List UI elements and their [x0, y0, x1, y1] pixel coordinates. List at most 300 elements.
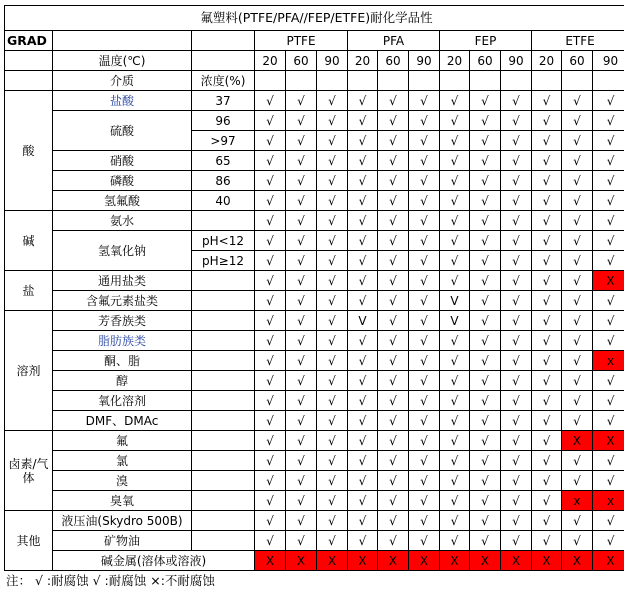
medium-cell: 氢氧化钠 [53, 231, 192, 271]
resistance-mark: √ [470, 131, 501, 151]
resistance-mark: √ [348, 171, 378, 191]
resistance-mark: √ [317, 211, 348, 231]
resistance-mark: √ [532, 531, 562, 551]
resistance-mark: √ [409, 211, 440, 231]
resistance-mark: √ [470, 451, 501, 471]
resistance-mark: √ [255, 171, 286, 191]
table-row [5, 111, 624, 131]
resistance-mark: √ [593, 471, 624, 491]
resistance-mark: √ [255, 331, 286, 351]
resistance-mark: √ [286, 111, 317, 131]
resistance-mark: √ [470, 491, 501, 511]
resistance-mark: √ [501, 171, 532, 191]
resistance-mark: √ [470, 531, 501, 551]
resistance-mark: √ [470, 251, 501, 271]
resistance-mark: V [440, 291, 470, 311]
resistance-mark: √ [286, 231, 317, 251]
resistance-mark: √ [562, 111, 593, 131]
header-blank [317, 71, 348, 91]
resistance-mark: √ [501, 91, 532, 111]
resistance-mark: √ [409, 391, 440, 411]
resistance-mark: √ [255, 471, 286, 491]
medium-cell: 矿物油 [53, 531, 192, 551]
resistance-mark: √ [348, 451, 378, 471]
resistance-mark: √ [255, 511, 286, 531]
resistance-mark: √ [593, 451, 624, 471]
resistance-mark: √ [501, 411, 532, 431]
resistance-mark: √ [532, 131, 562, 151]
temp-60: 60 [470, 51, 501, 71]
temp-60: 60 [378, 51, 409, 71]
resistance-mark: √ [409, 291, 440, 311]
resistance-mark: √ [255, 231, 286, 251]
resistance-mark: √ [286, 471, 317, 491]
material-header-row [5, 31, 624, 51]
concentration-cell: 40 [192, 191, 255, 211]
resistance-mark: √ [409, 331, 440, 351]
medium-header-row [5, 71, 624, 91]
resistance-mark: √ [317, 231, 348, 251]
resistance-mark: √ [470, 91, 501, 111]
resistance-mark: √ [378, 451, 409, 471]
resistance-mark: √ [409, 171, 440, 191]
resistance-mark: √ [286, 351, 317, 371]
resistance-mark: X [470, 551, 501, 571]
table-row [5, 491, 624, 511]
header-blank [593, 71, 624, 91]
resistance-mark: √ [317, 171, 348, 191]
category-cell: 盐 [5, 271, 53, 311]
resistance-mark: √ [378, 111, 409, 131]
resistance-mark: √ [470, 431, 501, 451]
concentration-cell: pH<12 [192, 231, 255, 251]
chemical-resistance-table [4, 5, 624, 571]
resistance-mark: √ [562, 131, 593, 151]
category-cell: 酸 [5, 91, 53, 211]
table-row [5, 331, 624, 351]
table-row [5, 191, 624, 211]
medium-cell: 碱金属(溶体或溶液) [53, 551, 255, 571]
resistance-mark: √ [317, 351, 348, 371]
resistance-mark: √ [286, 271, 317, 291]
resistance-mark: √ [470, 271, 501, 291]
resistance-mark: √ [378, 131, 409, 151]
resistance-mark: √ [532, 211, 562, 231]
resistance-mark: √ [348, 531, 378, 551]
concentration-cell [192, 371, 255, 391]
resistance-mark: √ [470, 371, 501, 391]
table-row [5, 171, 624, 191]
resistance-mark: √ [440, 511, 470, 531]
resistance-mark: √ [409, 91, 440, 111]
resistance-mark: √ [255, 371, 286, 391]
concentration-cell [192, 351, 255, 371]
table-row [5, 431, 624, 451]
medium-cell: DMF、DMAc [53, 411, 192, 431]
resistance-mark: √ [317, 531, 348, 551]
resistance-mark: √ [501, 291, 532, 311]
table-row [5, 291, 624, 311]
table-body [5, 6, 624, 571]
resistance-mark: √ [501, 191, 532, 211]
concentration-cell [192, 491, 255, 511]
resistance-mark: √ [255, 451, 286, 471]
resistance-mark: √ [409, 531, 440, 551]
concentration-cell: pH≥12 [192, 251, 255, 271]
resistance-mark: √ [317, 131, 348, 151]
resistance-mark: √ [470, 391, 501, 411]
resistance-mark: √ [317, 471, 348, 491]
resistance-mark: √ [378, 491, 409, 511]
resistance-mark: √ [470, 291, 501, 311]
resistance-mark: √ [501, 491, 532, 511]
resistance-mark: √ [317, 91, 348, 111]
resistance-mark: √ [501, 511, 532, 531]
note-table [4, 571, 618, 591]
resistance-mark: X [562, 431, 593, 451]
resistance-mark: √ [501, 451, 532, 471]
material-header-etfe: ETFE [532, 31, 624, 51]
resistance-mark: √ [317, 111, 348, 131]
resistance-mark: √ [470, 191, 501, 211]
resistance-mark: √ [286, 191, 317, 211]
resistance-mark: √ [470, 231, 501, 251]
resistance-mark: √ [409, 351, 440, 371]
resistance-mark: √ [440, 331, 470, 351]
resistance-mark: √ [255, 131, 286, 151]
resistance-mark: X [532, 551, 562, 571]
resistance-mark: √ [378, 311, 409, 331]
header-blank [470, 71, 501, 91]
resistance-mark: √ [532, 191, 562, 211]
resistance-mark: √ [562, 411, 593, 431]
medium-cell: 氯 [53, 451, 192, 471]
resistance-mark: √ [378, 331, 409, 351]
medium-cell: 含氟元素盐类 [53, 291, 192, 311]
table-row [5, 231, 624, 251]
resistance-mark: X [593, 271, 624, 291]
header-blank [440, 71, 470, 91]
resistance-mark: √ [255, 411, 286, 431]
resistance-mark: √ [317, 151, 348, 171]
resistance-mark: √ [255, 431, 286, 451]
medium-cell: 硝酸 [53, 151, 192, 171]
resistance-mark: √ [348, 431, 378, 451]
concentration-cell [192, 411, 255, 431]
concentration-cell [192, 511, 255, 531]
resistance-mark: √ [532, 271, 562, 291]
resistance-mark: √ [378, 91, 409, 111]
resistance-mark: √ [409, 371, 440, 391]
resistance-mark: √ [440, 271, 470, 291]
resistance-mark: √ [501, 231, 532, 251]
resistance-mark: √ [317, 291, 348, 311]
concentration-cell: >97 [192, 131, 255, 151]
concentration-cell [192, 431, 255, 451]
resistance-mark: √ [532, 451, 562, 471]
temp-90: 90 [593, 51, 624, 71]
concentration-cell [192, 391, 255, 411]
resistance-mark: √ [409, 251, 440, 271]
resistance-mark: √ [286, 411, 317, 431]
resistance-mark: x [593, 351, 624, 371]
resistance-mark: √ [378, 411, 409, 431]
resistance-mark: √ [440, 231, 470, 251]
resistance-mark: √ [348, 471, 378, 491]
table-row [5, 351, 624, 371]
resistance-mark: √ [255, 91, 286, 111]
resistance-mark: √ [593, 191, 624, 211]
resistance-mark: √ [440, 211, 470, 231]
resistance-mark: √ [562, 351, 593, 371]
resistance-mark: √ [409, 311, 440, 331]
material-header-ptfe: PTFE [255, 31, 348, 51]
temperature-label: 温度(℃) [53, 51, 192, 71]
resistance-mark: √ [470, 171, 501, 191]
resistance-mark: √ [501, 351, 532, 371]
medium-cell: 芳香族类 [53, 311, 192, 331]
resistance-mark: √ [286, 431, 317, 451]
concentration-cell: 96 [192, 111, 255, 131]
resistance-mark: X [409, 551, 440, 571]
resistance-mark: √ [378, 511, 409, 531]
resistance-mark: X [348, 551, 378, 571]
resistance-mark: √ [593, 391, 624, 411]
resistance-mark: X [501, 551, 532, 571]
temp-20: 20 [440, 51, 470, 71]
material-header-fep: FEP [440, 31, 532, 51]
table-row [5, 391, 624, 411]
header-blank [501, 71, 532, 91]
resistance-mark: √ [562, 471, 593, 491]
resistance-mark: √ [593, 411, 624, 431]
resistance-mark: X [440, 551, 470, 571]
temp-90: 90 [409, 51, 440, 71]
resistance-mark: √ [562, 331, 593, 351]
resistance-mark: √ [378, 171, 409, 191]
resistance-mark: x [593, 491, 624, 511]
resistance-mark: √ [286, 251, 317, 271]
legend-note: 注： √ :耐腐蚀 √ :耐腐蚀 ×:不耐腐蚀 [4, 571, 618, 591]
resistance-mark: √ [562, 391, 593, 411]
resistance-mark: √ [348, 391, 378, 411]
resistance-mark: √ [409, 111, 440, 131]
chemical-resistance-table-container [4, 5, 618, 591]
resistance-mark: √ [593, 231, 624, 251]
resistance-mark: √ [532, 291, 562, 311]
resistance-mark: √ [409, 191, 440, 211]
category-cell: 卤素/气体 [5, 431, 53, 511]
resistance-mark: √ [255, 111, 286, 131]
header-blank [409, 71, 440, 91]
medium-cell: 磷酸 [53, 171, 192, 191]
resistance-mark: √ [348, 331, 378, 351]
table-row [5, 411, 624, 431]
table-row [5, 91, 624, 111]
resistance-mark: √ [409, 411, 440, 431]
resistance-mark: √ [286, 491, 317, 511]
resistance-mark: √ [409, 451, 440, 471]
resistance-mark: √ [286, 511, 317, 531]
header-blank [255, 71, 286, 91]
resistance-mark: √ [348, 191, 378, 211]
resistance-mark: √ [286, 531, 317, 551]
resistance-mark: √ [255, 311, 286, 331]
resistance-mark: √ [286, 91, 317, 111]
resistance-mark: √ [348, 131, 378, 151]
resistance-mark: √ [593, 511, 624, 531]
resistance-mark: √ [440, 191, 470, 211]
temp-90: 90 [317, 51, 348, 71]
resistance-mark: √ [348, 231, 378, 251]
resistance-mark: √ [562, 511, 593, 531]
resistance-mark: √ [255, 191, 286, 211]
resistance-mark: √ [532, 411, 562, 431]
resistance-mark: √ [562, 231, 593, 251]
resistance-mark: x [562, 491, 593, 511]
header-blank [286, 71, 317, 91]
header-blank [348, 71, 378, 91]
header-blank [192, 51, 255, 71]
resistance-mark: √ [562, 271, 593, 291]
resistance-mark: √ [562, 311, 593, 331]
resistance-mark: √ [532, 231, 562, 251]
resistance-mark: √ [286, 451, 317, 471]
resistance-mark: √ [501, 431, 532, 451]
resistance-mark: √ [532, 431, 562, 451]
resistance-mark: √ [317, 311, 348, 331]
resistance-mark: √ [440, 491, 470, 511]
header-blank [532, 71, 562, 91]
table-row [5, 471, 624, 491]
resistance-mark: √ [286, 151, 317, 171]
resistance-mark: √ [593, 371, 624, 391]
resistance-mark: √ [378, 251, 409, 271]
resistance-mark: √ [501, 111, 532, 131]
resistance-mark: √ [532, 91, 562, 111]
resistance-mark: √ [593, 111, 624, 131]
resistance-mark: V [348, 311, 378, 331]
resistance-mark: X [255, 551, 286, 571]
resistance-mark: √ [440, 531, 470, 551]
resistance-mark: √ [440, 111, 470, 131]
table-row [5, 511, 624, 531]
resistance-mark: √ [317, 411, 348, 431]
resistance-mark: √ [286, 331, 317, 351]
medium-cell: 氧化溶剂 [53, 391, 192, 411]
resistance-mark: √ [378, 471, 409, 491]
resistance-mark: √ [501, 131, 532, 151]
resistance-mark: √ [378, 151, 409, 171]
grad-label: GRAD [5, 31, 53, 51]
resistance-mark: √ [470, 351, 501, 371]
resistance-mark: √ [440, 411, 470, 431]
resistance-mark: √ [317, 371, 348, 391]
resistance-mark: √ [593, 291, 624, 311]
resistance-mark: √ [255, 391, 286, 411]
resistance-mark: √ [348, 491, 378, 511]
resistance-mark: √ [286, 291, 317, 311]
resistance-mark: √ [348, 151, 378, 171]
resistance-mark: V [440, 311, 470, 331]
resistance-mark: √ [317, 271, 348, 291]
table-row [5, 531, 624, 551]
category-cell: 碱 [5, 211, 53, 271]
resistance-mark: √ [440, 431, 470, 451]
resistance-mark: √ [286, 211, 317, 231]
resistance-mark: √ [378, 291, 409, 311]
resistance-mark: √ [409, 491, 440, 511]
resistance-mark: √ [348, 91, 378, 111]
medium-cell: 脂肪族类 [53, 331, 192, 351]
medium-cell: 醇 [53, 371, 192, 391]
table-row [5, 151, 624, 171]
resistance-mark: √ [501, 371, 532, 391]
resistance-mark: √ [255, 151, 286, 171]
resistance-mark: √ [532, 471, 562, 491]
resistance-mark: √ [470, 151, 501, 171]
resistance-mark: √ [378, 191, 409, 211]
resistance-mark: √ [501, 531, 532, 551]
resistance-mark: √ [317, 451, 348, 471]
medium-cell: 通用盐类 [53, 271, 192, 291]
resistance-mark: √ [255, 291, 286, 311]
concentration-cell: 65 [192, 151, 255, 171]
resistance-mark: √ [440, 471, 470, 491]
temp-20: 20 [255, 51, 286, 71]
resistance-mark: √ [470, 311, 501, 331]
resistance-mark: √ [348, 371, 378, 391]
resistance-mark: √ [501, 311, 532, 331]
medium-cell: 氨水 [53, 211, 192, 231]
temp-60: 60 [286, 51, 317, 71]
table-row [5, 271, 624, 291]
concentration-cell: 37 [192, 91, 255, 111]
resistance-mark: √ [440, 91, 470, 111]
resistance-mark: X [378, 551, 409, 571]
resistance-mark: √ [470, 331, 501, 351]
resistance-mark: √ [317, 331, 348, 351]
resistance-mark: √ [378, 231, 409, 251]
table-title: 氟塑料(PTFE/PFA//FEP/ETFE)耐化学品性 [5, 6, 624, 31]
resistance-mark: √ [409, 231, 440, 251]
resistance-mark: √ [562, 291, 593, 311]
resistance-mark: √ [532, 151, 562, 171]
resistance-mark: √ [593, 331, 624, 351]
resistance-mark: √ [317, 491, 348, 511]
resistance-mark: √ [532, 371, 562, 391]
header-blank [5, 71, 53, 91]
header-blank [378, 71, 409, 91]
material-header-pfa: PFA [348, 31, 440, 51]
resistance-mark: √ [255, 271, 286, 291]
resistance-mark: √ [532, 391, 562, 411]
resistance-mark: √ [348, 411, 378, 431]
temp-20: 20 [532, 51, 562, 71]
resistance-mark: √ [501, 211, 532, 231]
resistance-mark: √ [378, 351, 409, 371]
resistance-mark: √ [562, 91, 593, 111]
resistance-mark: √ [378, 531, 409, 551]
resistance-mark: √ [409, 471, 440, 491]
resistance-mark: √ [255, 491, 286, 511]
resistance-mark: √ [470, 411, 501, 431]
table-row [5, 311, 624, 331]
resistance-mark: √ [501, 331, 532, 351]
resistance-mark: √ [378, 271, 409, 291]
resistance-mark: √ [593, 251, 624, 271]
resistance-mark: √ [440, 171, 470, 191]
